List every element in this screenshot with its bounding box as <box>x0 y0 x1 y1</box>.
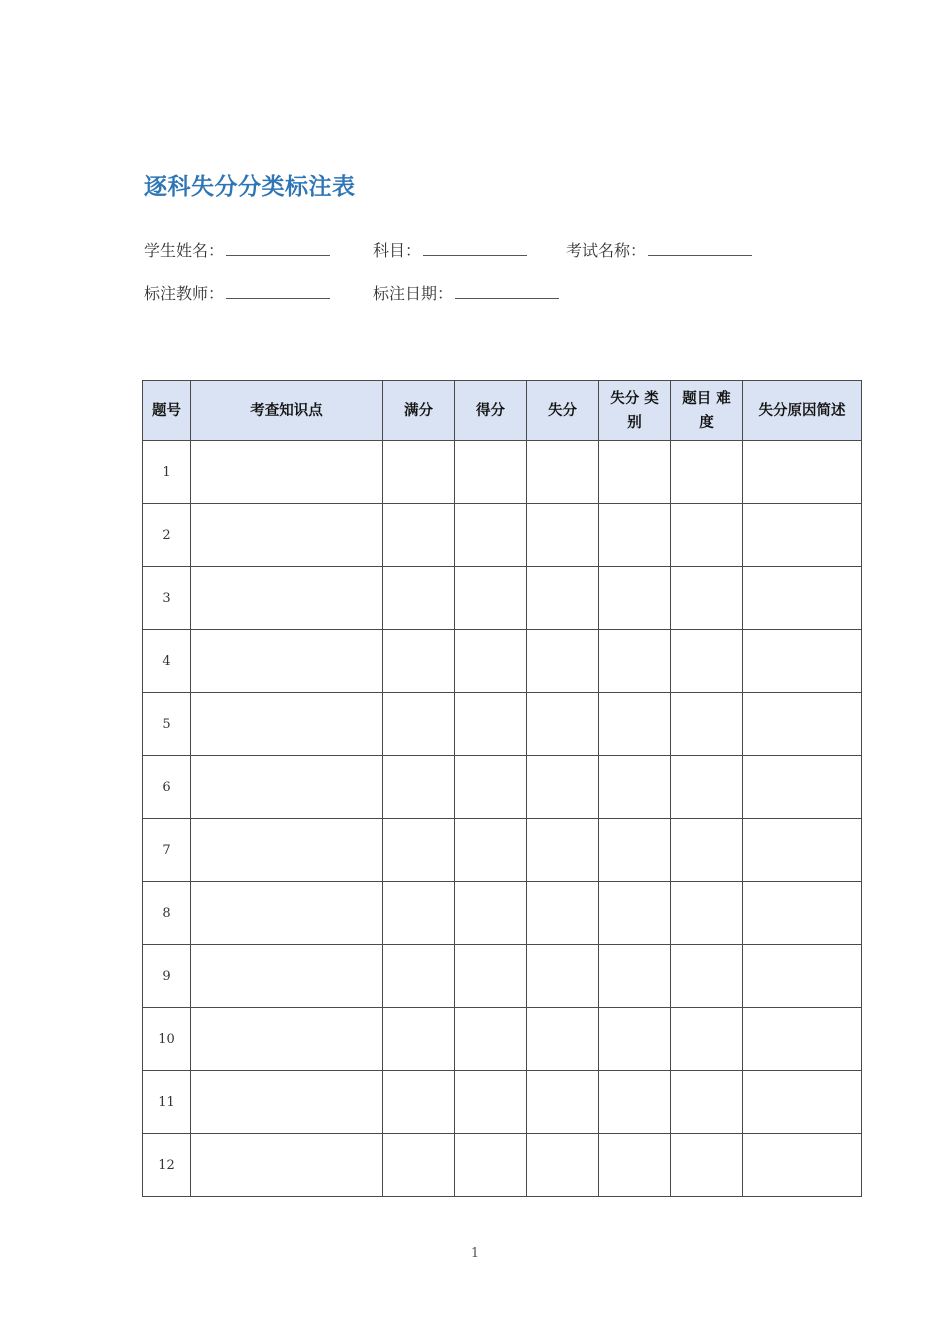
question-number-cell: 4 <box>143 630 191 693</box>
loss-reason-cell[interactable] <box>743 1071 862 1134</box>
loss-reason-cell[interactable] <box>743 756 862 819</box>
header-loss-category: 失分 类别 <box>599 381 671 441</box>
question-number-cell: 11 <box>143 1071 191 1134</box>
lost-points-cell[interactable] <box>527 756 599 819</box>
loss-reason-cell[interactable] <box>743 882 862 945</box>
full-score-cell[interactable] <box>383 1134 455 1197</box>
question-number-cell: 9 <box>143 945 191 1008</box>
loss-reason-cell[interactable] <box>743 567 862 630</box>
table-row <box>143 756 862 819</box>
loss-category-cell[interactable] <box>599 1071 671 1134</box>
question-number-cell: 8 <box>143 882 191 945</box>
table-row <box>143 1134 862 1197</box>
table-row <box>143 945 862 1008</box>
exam-name-label: 考试名称： <box>566 241 647 260</box>
difficulty-cell[interactable] <box>671 819 743 882</box>
difficulty-cell[interactable] <box>671 693 743 756</box>
full-score-cell[interactable] <box>383 441 455 504</box>
score-cell[interactable] <box>455 1071 527 1134</box>
difficulty-cell[interactable] <box>671 441 743 504</box>
knowledge-point-cell[interactable] <box>191 1134 383 1197</box>
lost-points-cell[interactable] <box>527 504 599 567</box>
question-number-cell: 6 <box>143 756 191 819</box>
loss-category-cell[interactable] <box>599 1134 671 1197</box>
lost-points-cell[interactable] <box>527 630 599 693</box>
loss-reason-cell[interactable] <box>743 441 862 504</box>
table-row <box>143 441 862 504</box>
student-name-field[interactable] <box>144 238 330 261</box>
loss-reason-cell[interactable] <box>743 693 862 756</box>
lost-points-cell[interactable] <box>527 567 599 630</box>
loss-category-cell[interactable] <box>599 1008 671 1071</box>
knowledge-point-cell[interactable] <box>191 567 383 630</box>
loss-category-cell[interactable] <box>599 756 671 819</box>
knowledge-point-cell[interactable] <box>191 504 383 567</box>
full-score-cell[interactable] <box>383 504 455 567</box>
score-cell[interactable] <box>455 504 527 567</box>
score-cell[interactable] <box>455 693 527 756</box>
difficulty-cell[interactable] <box>671 882 743 945</box>
page-title: 逐科失分分类标注表 <box>144 174 356 200</box>
score-cell[interactable] <box>455 945 527 1008</box>
loss-reason-cell[interactable] <box>743 819 862 882</box>
full-score-cell[interactable] <box>383 693 455 756</box>
full-score-cell[interactable] <box>383 567 455 630</box>
subject-label: 科目： <box>373 241 422 260</box>
question-number-cell: 12 <box>143 1134 191 1197</box>
page-number: 1 <box>470 1246 480 1261</box>
exam-name-blank[interactable] <box>648 241 752 256</box>
knowledge-point-cell[interactable] <box>191 630 383 693</box>
knowledge-point-cell[interactable] <box>191 441 383 504</box>
table-row <box>143 693 862 756</box>
knowledge-point-cell[interactable] <box>191 1008 383 1071</box>
question-number-cell: 10 <box>143 1008 191 1071</box>
loss-reason-cell[interactable] <box>743 630 862 693</box>
score-cell[interactable] <box>455 441 527 504</box>
teacher-blank[interactable] <box>226 284 330 299</box>
full-score-cell[interactable] <box>383 819 455 882</box>
difficulty-cell[interactable] <box>671 504 743 567</box>
difficulty-cell[interactable] <box>671 1008 743 1071</box>
lost-points-cell[interactable] <box>527 882 599 945</box>
student-name-blank[interactable] <box>226 241 330 256</box>
difficulty-cell[interactable] <box>671 1134 743 1197</box>
header-loss-reason: 失分原因简述 <box>743 381 862 441</box>
lost-points-cell[interactable] <box>527 1134 599 1197</box>
lost-points-cell[interactable] <box>527 1071 599 1134</box>
header-question-number: 题号 <box>143 381 191 441</box>
loss-classification-table <box>142 380 862 1197</box>
table-row <box>143 882 862 945</box>
loss-reason-cell[interactable] <box>743 1134 862 1197</box>
score-cell[interactable] <box>455 1134 527 1197</box>
date-label: 标注日期： <box>373 284 454 303</box>
loss-category-cell[interactable] <box>599 630 671 693</box>
loss-category-cell[interactable] <box>599 504 671 567</box>
knowledge-point-cell[interactable] <box>191 756 383 819</box>
knowledge-point-cell[interactable] <box>191 1071 383 1134</box>
header-difficulty: 题目 难度 <box>671 381 743 441</box>
teacher-label: 标注教师： <box>144 284 225 303</box>
table-row <box>143 504 862 567</box>
date-field[interactable] <box>373 281 559 304</box>
lost-points-cell[interactable] <box>527 819 599 882</box>
difficulty-cell[interactable] <box>671 756 743 819</box>
full-score-cell[interactable] <box>383 630 455 693</box>
lost-points-cell[interactable] <box>527 1008 599 1071</box>
knowledge-point-cell[interactable] <box>191 693 383 756</box>
knowledge-point-cell[interactable] <box>191 882 383 945</box>
question-number-cell: 3 <box>143 567 191 630</box>
loss-category-cell[interactable] <box>599 693 671 756</box>
header-full-score: 满分 <box>383 381 455 441</box>
lost-points-cell[interactable] <box>527 441 599 504</box>
knowledge-point-cell[interactable] <box>191 945 383 1008</box>
difficulty-cell[interactable] <box>671 630 743 693</box>
score-cell[interactable] <box>455 1008 527 1071</box>
table-header-row <box>143 381 862 441</box>
exam-name-field[interactable] <box>566 238 752 261</box>
difficulty-cell[interactable] <box>671 1071 743 1134</box>
loss-category-cell[interactable] <box>599 882 671 945</box>
table-row <box>143 819 862 882</box>
lost-points-cell[interactable] <box>527 945 599 1008</box>
difficulty-cell[interactable] <box>671 567 743 630</box>
lost-points-cell[interactable] <box>527 693 599 756</box>
date-blank[interactable] <box>455 284 559 299</box>
score-cell[interactable] <box>455 630 527 693</box>
loss-reason-cell[interactable] <box>743 1008 862 1071</box>
question-number-cell: 7 <box>143 819 191 882</box>
table-row <box>143 1008 862 1071</box>
loss-category-cell[interactable] <box>599 945 671 1008</box>
table-body <box>143 441 862 1197</box>
loss-reason-cell[interactable] <box>743 504 862 567</box>
student-name-label: 学生姓名： <box>144 241 225 260</box>
difficulty-cell[interactable] <box>671 945 743 1008</box>
loss-category-cell[interactable] <box>599 441 671 504</box>
table-row <box>143 567 862 630</box>
table-row <box>143 1071 862 1134</box>
teacher-field[interactable] <box>144 281 330 304</box>
table-row <box>143 630 862 693</box>
loss-category-cell[interactable] <box>599 819 671 882</box>
loss-reason-cell[interactable] <box>743 945 862 1008</box>
subject-field[interactable] <box>373 238 527 261</box>
header-knowledge-point: 考查知识点 <box>191 381 383 441</box>
full-score-cell[interactable] <box>383 882 455 945</box>
knowledge-point-cell[interactable] <box>191 819 383 882</box>
subject-blank[interactable] <box>423 241 527 256</box>
loss-category-cell[interactable] <box>599 567 671 630</box>
full-score-cell[interactable] <box>383 756 455 819</box>
header-lost-points: 失分 <box>527 381 599 441</box>
full-score-cell[interactable] <box>383 945 455 1008</box>
score-cell[interactable] <box>455 882 527 945</box>
full-score-cell[interactable] <box>383 1071 455 1134</box>
score-cell[interactable] <box>455 756 527 819</box>
question-number-cell: 2 <box>143 504 191 567</box>
question-number-cell: 1 <box>143 441 191 504</box>
score-cell[interactable] <box>455 567 527 630</box>
question-number-cell: 5 <box>143 693 191 756</box>
full-score-cell[interactable] <box>383 1008 455 1071</box>
header-score: 得分 <box>455 381 527 441</box>
score-cell[interactable] <box>455 819 527 882</box>
